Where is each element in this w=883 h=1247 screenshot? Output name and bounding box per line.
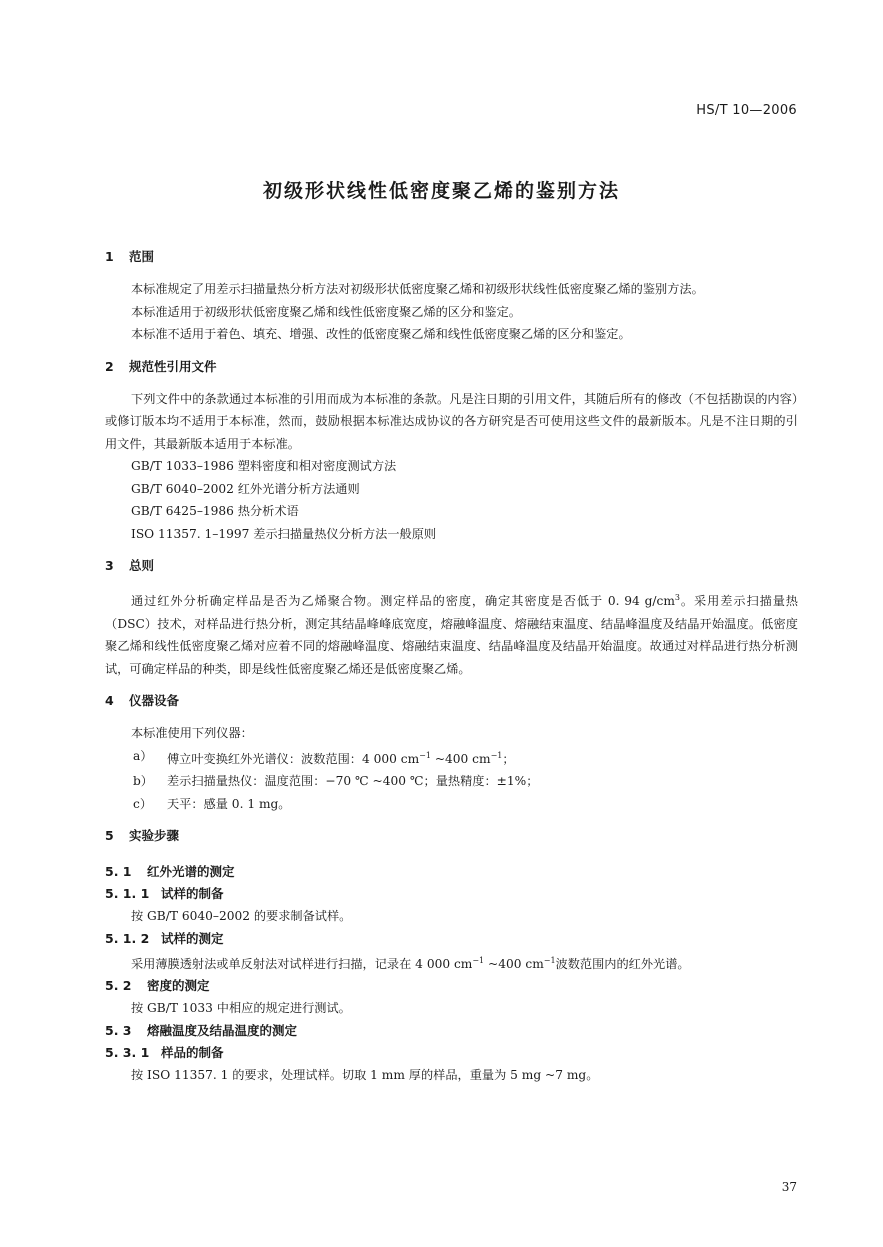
paragraph: 按 GB/T 1033 中相应的规定进行测试。 <box>131 1001 351 1016</box>
subsection-heading: 5. 1 红外光谱的测定 <box>105 864 235 880</box>
document-title: 初级形状线性低密度聚乙烯的鉴别方法 <box>262 180 620 202</box>
reference-item: GB/T 6425–1986 热分析术语 <box>131 504 299 518</box>
paragraph: 通过红外分析确定样品是否为乙烯聚合物。测定样品的密度，确定其密度是否低于 0. 94 $g/cm^3$。采用差示扫描量热（DSC）技术，对样品进行热分析，测定其结晶峰峰底宽度，熔融峰温度、熔融结束温度、结晶峰温度及结晶开始温度。低密度聚乙烯和线性低密度聚乙烯对应着不同的熔融峰温度、熔融结束温度、结晶峰温度及结晶开始温度。故通过对样品进行热分析测试，可确定样品的种类，即是线性低密度聚乙烯还是低密度聚乙烯。 <box>105 593 798 676</box>
section-title: 总则 <box>129 558 155 573</box>
section-number: 3 <box>105 558 114 573</box>
standard-code: HS/T 10—2006 <box>696 103 797 118</box>
section-3-heading <box>105 555 798 577</box>
section-title: 仪器设备 <box>129 693 180 709</box>
subsection-heading: 5. 3. 1 样品的制备 <box>105 1044 224 1060</box>
section-title: 规范性引用文件 <box>129 358 217 374</box>
section-title: 实验步骤 <box>129 828 180 844</box>
paragraph: 本标准不适用于着色、填充、增强、改性的低密度聚乙烯和线性低密度聚乙烯的区分和鉴定。 <box>131 327 631 341</box>
paragraph: 下列文件中的条款通过本标准的引用而成为本标准的条款。凡是注日期的引用文件，其随后所有的修改（不包括勘误的内容）或修订版本均不适用于本标准，然而，鼓励根据本标准达成协议的各方研究是否可使用这些文件的最新版本。凡是不注日期的引用文件，其最新版本适用于本标准。 <box>105 391 798 451</box>
subsection-heading: 5. 3 熔融温度及结晶温度的测定 <box>105 1022 298 1038</box>
subsection-heading: 5. 1. 2 试样的测定 <box>105 930 224 946</box>
list-item: c） 天平：感量 0. 1 mg。 <box>133 796 291 811</box>
list-item: a） 傅立叶变换红外光谱仪：波数范围：4 000 $cm^{-1}$ ~400 $cm^{-1}$； <box>133 748 515 766</box>
list-item: b） 差示扫描量热仪：温度范围：−70 ℃ ~400 ℃；量热精度：±1%； <box>133 774 539 789</box>
paragraph: 本标准使用下列仪器： <box>131 726 253 741</box>
section-title: 范围 <box>129 249 155 264</box>
section-number: 4 <box>105 693 114 709</box>
section-2-heading <box>105 356 798 378</box>
section-5-heading <box>105 825 798 847</box>
paragraph: 本标准规定了用差示扫描量热分析方法对初级形状低密度聚乙烯和初级形状线性低密度聚乙烯的鉴别方法。 <box>131 282 704 296</box>
section-number: 1 <box>105 249 114 264</box>
paragraph: 采用薄膜透射法或单反射法对试样进行扫描，记录在 4 000 $cm^{-1}$ ~400 $cm^{-1}$波数范围内的红外光谱。 <box>131 955 690 971</box>
page-number: 37 <box>781 1180 797 1194</box>
reference-item: ISO 11357. 1–1997 差示扫描量热仪分析方法一般原则 <box>131 526 437 541</box>
reference-item: GB/T 1033–1986 塑料密度和相对密度测试方法 <box>131 459 397 473</box>
section-number: 5 <box>105 828 114 844</box>
subsection-heading: 5. 1. 1 试样的制备 <box>105 886 224 902</box>
section-number: 2 <box>105 358 114 374</box>
paragraph: 按 GB/T 6040–2002 的要求制备试样。 <box>131 909 352 924</box>
paragraph: 按 ISO 11357. 1 的要求，处理试样。切取 1 mm 厚的样品，重量为 5 mg ~7 mg。 <box>131 1067 599 1082</box>
paragraph: 本标准适用于初级形状低密度聚乙烯和线性低密度聚乙烯的区分和鉴定。 <box>131 304 521 319</box>
document-body <box>105 246 798 1086</box>
subsection-heading: 5. 2 密度的测定 <box>105 978 210 994</box>
reference-item: GB/T 6040–2002 红外光谱分析方法通则 <box>131 481 360 496</box>
section-1-heading <box>105 246 798 268</box>
section-4-heading <box>105 690 798 712</box>
